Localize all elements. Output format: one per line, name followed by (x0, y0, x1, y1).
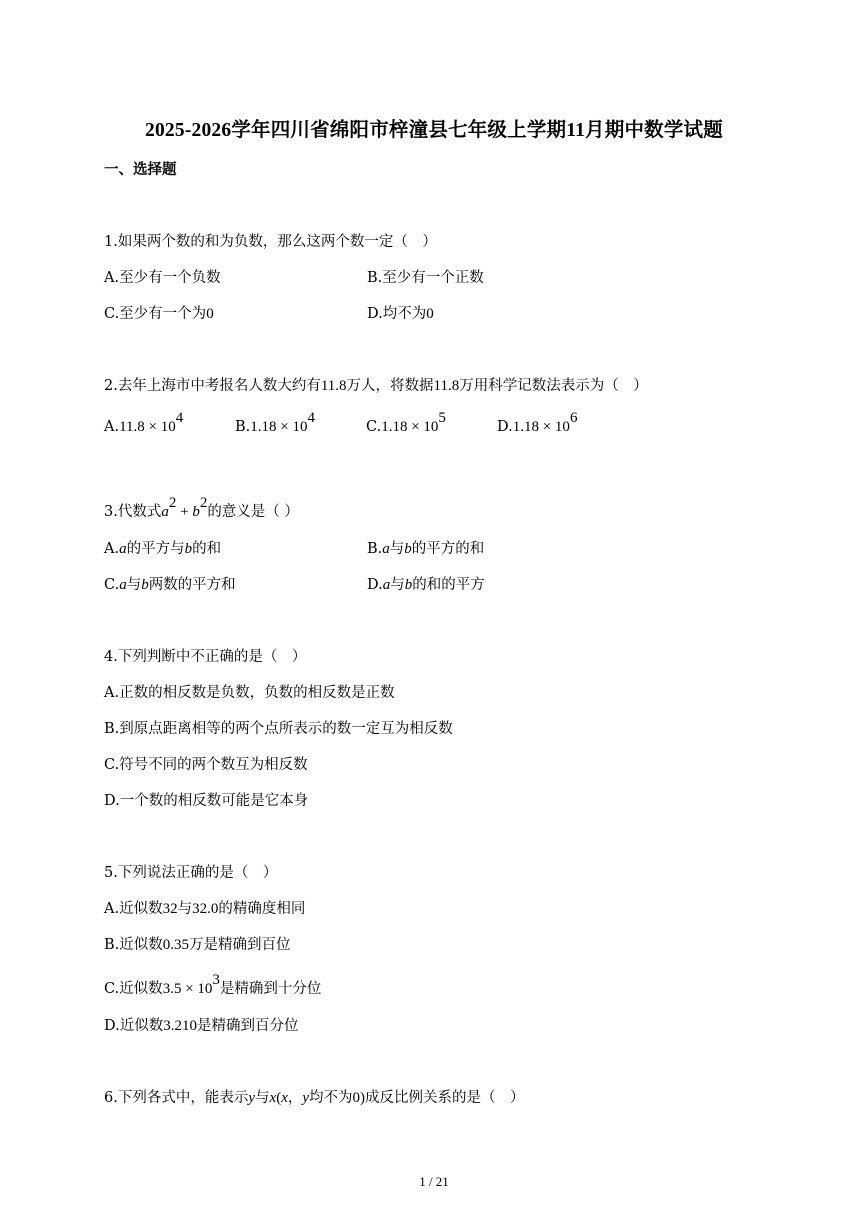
question-3-option-c: C.a与b两数的平方和 (104, 577, 236, 593)
question-3-option-d: D.a与b的和的平方 (367, 577, 485, 593)
question-4-option-a: A.正数的相反数是负数，负数的相反数是正数 (104, 685, 395, 701)
question-1-option-d: D.均不为0 (367, 306, 434, 322)
question-2-stem: 2.去年上海市中考报名人数大约有11.8万人，将数据11.8万用科学记数法表示为（ ） (104, 378, 648, 394)
question-1-option-b: B.至少有一个正数 (367, 270, 484, 286)
section-heading: 一、选择题 (104, 161, 177, 178)
question-3-stem: 3.代数式$a^2 + b^2$的意义是（ ） (104, 495, 299, 520)
question-2-option-c: $C.1.18 \times 10^5$ (366, 410, 446, 435)
question-4-option-b: B.到原点距离相等的两个点所表示的数一定互为相反数 (104, 721, 453, 737)
question-5-option-d: D.近似数3.210是精确到百分位 (104, 1018, 299, 1034)
page-number: 1 / 21 (419, 1174, 449, 1189)
question-2-option-b: $B.1.18 \times 10^4$ (235, 410, 315, 435)
question-1-option-c: C.至少有一个为0 (104, 306, 214, 322)
question-3-option-b: B.a与b的平方的和 (367, 541, 485, 557)
question-2-option-a: $A.11.8 \times 10^4$ (104, 410, 184, 435)
question-2-option-d: $D.1.18 \times 10^6$ (497, 410, 578, 435)
question-3-option-a: A.a的平方与b的和 (104, 541, 222, 557)
question-4-option-d: D.一个数的相反数可能是它本身 (104, 793, 309, 809)
question-1-stem: 1.如果两个数的和为负数，那么这两个数一定（ ） (104, 234, 437, 250)
question-5-option-b: B.近似数0.35万是精确到百位 (104, 937, 291, 953)
question-5-option-c: C.近似数$3.5 \times 10^3$是精确到十分位 (104, 972, 322, 997)
question-6-stem: 6.下列各式中，能表示y与x(x，y均不为0)成反比例关系的是（ ） (104, 1090, 525, 1106)
question-1-option-a: A.至少有一个负数 (104, 270, 221, 286)
question-4-option-c: C.符号不同的两个数互为相反数 (104, 757, 308, 773)
question-5-option-a: A.近似数32与32.0的精确度相同 (104, 901, 306, 917)
question-4-stem: 4.下列判断中不正确的是（ ） (104, 649, 307, 665)
document-title: 2025-2026学年四川省绵阳市梓潼县七年级上学期11月期中数学试题 (145, 120, 723, 141)
question-5-stem: 5.下列说法正确的是（ ） (104, 865, 278, 881)
